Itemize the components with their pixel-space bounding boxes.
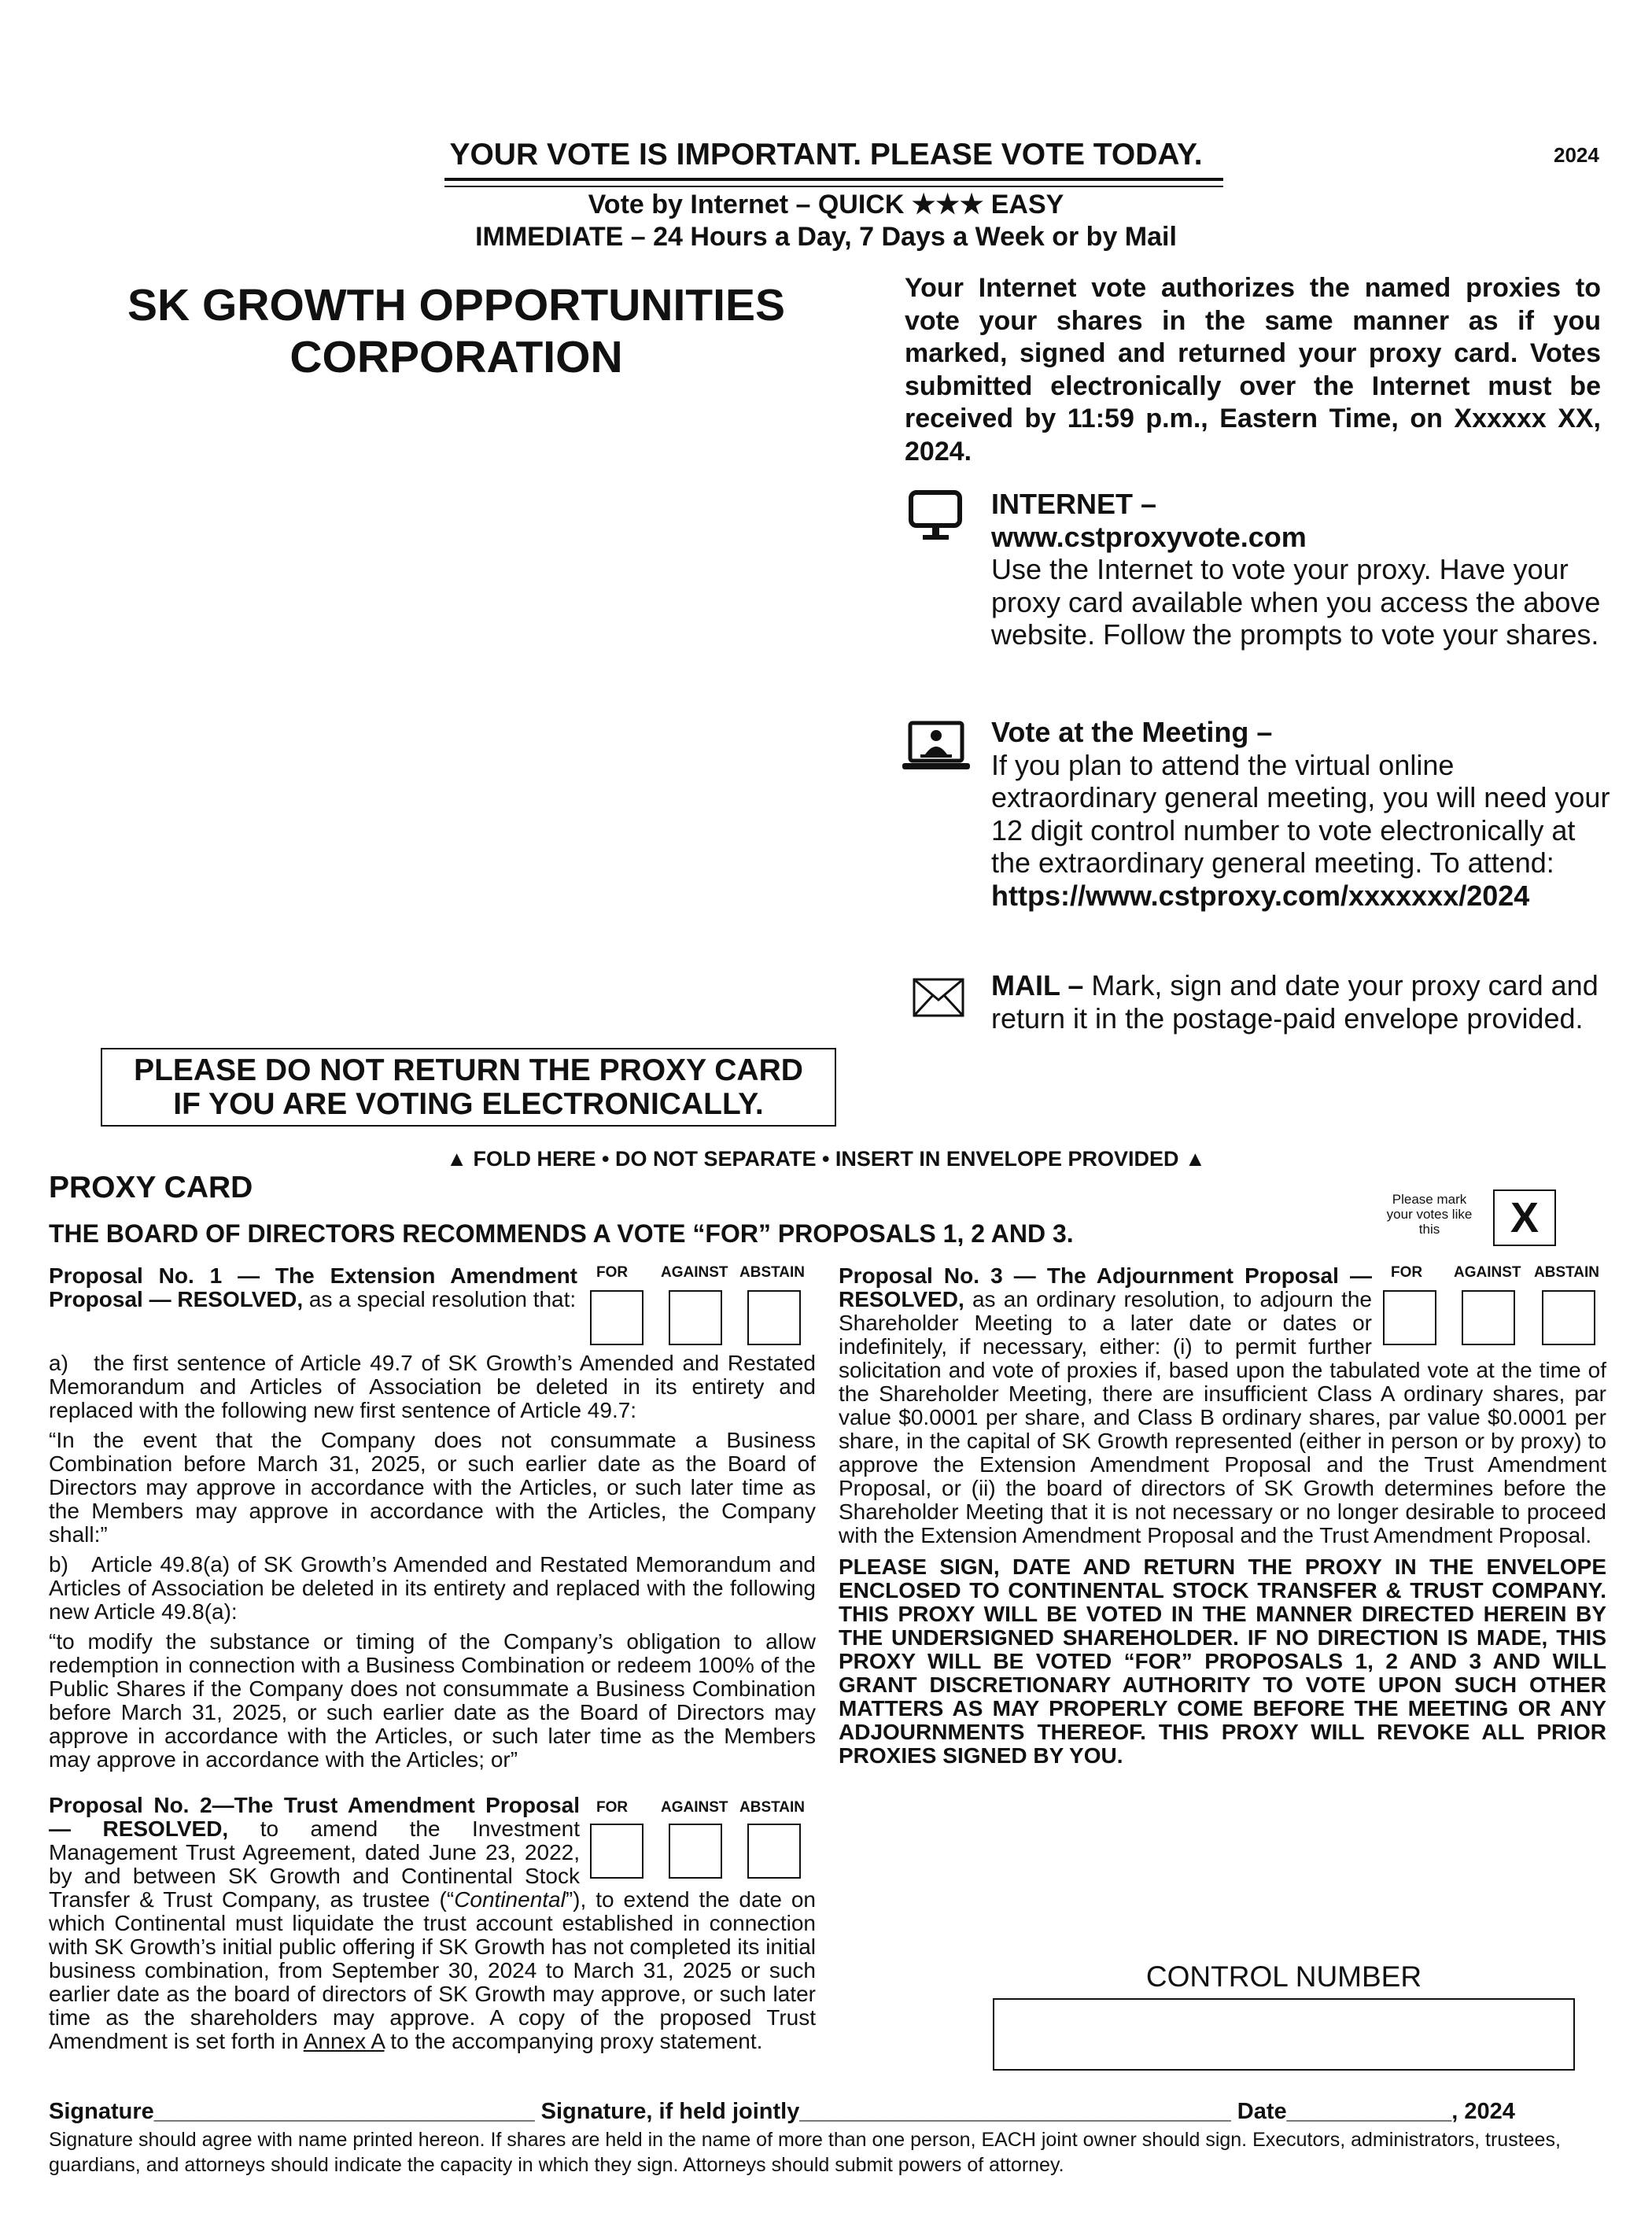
proposal-3-box-spacer	[1372, 1264, 1606, 1355]
company-name-line1: SK GROWTH OPPORTUNITIES	[127, 280, 786, 330]
mark-example-note: Please mark your votes like this	[1386, 1192, 1473, 1237]
proposal-1-header	[49, 1264, 577, 1311]
mark-example-box: X	[1493, 1189, 1556, 1246]
proposal-1-quote-2: “to modify the substance or timing of the Company’s obligation to allow redemption in connection with a Business Combination or redeem 100% of the Public Shares if the Company does not consummate a Business Combination before March 31, 2025, or such earlier date as the Board of Directors may approve in accordance with the Articles, or such later time as the Members may approve in accordance with the Articles; or”	[49, 1629, 816, 1772]
monitor-icon	[909, 489, 964, 544]
internet-vote-authorization: Your Internet vote authorizes the named proxies to vote your shares in the same manner as if you marked, signed and returned your proxy card. Votes submitted electronically over the Internet must be received by 11:59 p.m., Eastern Time, on Xxxxxx XX, 2024.	[905, 273, 1601, 467]
proposal-1-quote-1: “In the event that the Company does not consummate a Business Combination before March 31, 2025, or such earlier date as the Board of Directors may approve in accordance with the Articles, or such later time as the Members may approve in accordance with the Articles, the Company shall:”	[49, 1428, 816, 1547]
company-name	[63, 279, 850, 383]
meeting-title: Vote at the Meeting –	[991, 716, 1273, 748]
board-recommendation: THE BOARD OF DIRECTORS RECOMMENDS A VOTE “FOR” PROPOSALS 1, 2 AND 3.	[49, 1219, 1074, 1248]
proposal-1-body	[49, 1352, 816, 1772]
internet-method	[991, 488, 1613, 651]
proposal-2-annex-link[interactable]: Annex A	[303, 2029, 385, 2053]
vote-availability-line: IMMEDIATE – 24 Hours a Day, 7 Days a Week or by Mail	[475, 222, 1177, 252]
proposal-1-for-checkbox[interactable]	[590, 1290, 643, 1345]
proposal-1-abstain-label: ABSTAIN	[739, 1264, 806, 1281]
proposal-3-abstain-label: ABSTAIN	[1534, 1264, 1600, 1281]
title-rule	[444, 186, 1223, 187]
meeting-url[interactable]: https://www.cstproxy.com/xxxxxxx/2024	[991, 879, 1530, 912]
do-not-return-line1: PLEASE DO NOT RETURN THE PROXY CARD	[134, 1053, 803, 1087]
proposal-1-intro: as a special resolution that:	[303, 1287, 577, 1311]
control-number-label: CONTROL NUMBER	[1145, 1960, 1422, 1993]
proposal-3-against-label: AGAINST	[1454, 1264, 1521, 1281]
proxy-card-title: PROXY CARD	[49, 1171, 253, 1204]
control-number-box	[993, 1998, 1575, 2071]
proposal-3-for-label: FOR	[1391, 1264, 1423, 1281]
proposal-2-body-3: to the accompanying proxy statement.	[384, 2029, 763, 2053]
header-year: 2024	[1554, 143, 1599, 167]
mail-title: MAIL –	[991, 969, 1084, 1001]
meeting-body: If you plan to attend the virtual online extraordinary general meeting, you will need your 12 digit control number to vote electronically at the extraordinary general meeting. To attend:	[991, 748, 1610, 879]
do-not-return-notice	[101, 1048, 836, 1127]
proposal-2-box-spacer	[580, 1794, 816, 1888]
proposal-3	[839, 1264, 1606, 1768]
internet-body: Use the Internet to vote your proxy. Have your proxy card available when you access the above website. Follow the prompts to vote your shares.	[991, 553, 1601, 651]
page-title: YOUR VOTE IS IMPORTANT. PLEASE VOTE TODAY.	[449, 138, 1203, 171]
proposal-2-body-2: ”), to extend the date on which Continental must liquidate the trust account established in connection with SK Growth’s initial public offering if SK Growth has not completed its initial business combination, from September 30, 2024 to March 31, 2025 or such earlier date as the board of directors of SK Growth may approve, or such later time as the shareholders may approve. A copy of the proposed Trust Amendment is set forth in	[49, 1887, 817, 2053]
proposal-3-head: Proposal No. 3 — The Adjournment Proposal — RESOLVED,	[839, 1263, 1372, 1311]
proxy-instructions: PLEASE SIGN, DATE AND RETURN THE PROXY IN THE ENVELOPE ENCLOSED TO CONTINENTAL STOCK TRANSFER & TRUST COMPANY. THIS PROXY WILL BE VOTED IN THE MANNER DIRECTED HEREIN BY THE UNDERSIGNED SHAREHOLDER. IF NO DIRECTION IS MADE, THIS PROXY WILL BE VOTED “FOR” PROPOSALS 1, 2 AND 3 AND WILL GRANT DISCRETIONARY AUTHORITY TO VOTE UPON SUCH OTHER MATTERS AS MAY PROPERLY COME BEFORE THE MEETING OR ANY ADJOURNMENTS THEREOF. THIS PROXY WILL REVOKE ALL PRIOR PROXIES SIGNED BY YOU.	[839, 1555, 1606, 1768]
mail-method	[991, 969, 1613, 1035]
fold-instruction: ▲ FOLD HERE • DO NOT SEPARATE • INSERT IN ENVELOPE PROVIDED ▲	[446, 1147, 1206, 1171]
proposal-2-head: Proposal No. 2—The Trust Amendment Proposal — RESOLVED,	[49, 1793, 580, 1841]
internet-title: INTERNET –	[991, 488, 1157, 520]
vote-by-internet-line: Vote by Internet – QUICK ★★★ EASY	[588, 190, 1064, 219]
signature-line[interactable]: Signature______________________________ Signature, if held jointly__________________________________ Date_____________, 2024	[49, 2099, 1515, 2124]
proposal-1-against-checkbox[interactable]	[669, 1290, 722, 1345]
do-not-return-line2: IF YOU ARE VOTING ELECTRONICALLY.	[173, 1087, 764, 1121]
proposal-2-body-1: to amend the Investment Management Trust Agreement, dated June 23, 2022, by and between SK Growth and Continental Stock Transfer & Trust Company, as trustee (“	[49, 1816, 580, 1912]
proposal-2	[49, 1794, 816, 2053]
proposal-3-body: as an ordinary resolution, to adjourn the Shareholder Meeting to a later date or dates or indefinitely, if necessary, either: (i) to permit further solicitation and vote of proxies if, based upon the tabulated vote at the time of the Shareholder Meeting, there are insufficient Class A ordinary shares, par value $0.0001 per share, and Class B ordinary shares, par value $0.0001 per share, in the capital of SK Growth represented (either in person or by proxy) to approve the Extension Amendment Proposal and the Trust Amendment Proposal, or (ii) the board of directors of SK Growth determines before the Shareholder Meeting that it is not necessary or no longer desirable to proceed with the Extension Amendment Proposal and the Trust Amendment Proposal.	[839, 1287, 1606, 1547]
proposal-2-for-label: FOR	[596, 1799, 629, 1816]
internet-url[interactable]: www.cstproxyvote.com	[991, 520, 1307, 553]
laptop-presenter-icon	[901, 720, 972, 775]
mail-body: Mark, sign and date your proxy card and return it in the postage-paid envelope provided.	[991, 969, 1599, 1035]
proposal-1-head: Proposal No. 1 — The Extension Amendment Proposal — RESOLVED,	[49, 1263, 577, 1311]
proposal-1-against-label: AGAINST	[661, 1264, 728, 1281]
proposal-2-against-label: AGAINST	[661, 1799, 728, 1816]
title-rule	[444, 178, 1223, 181]
proposal-1-abstain-checkbox[interactable]	[747, 1290, 801, 1345]
proposal-1-item-b: b) Article 49.8(a) of SK Growth’s Amended and Restated Memorandum and Articles of Association be deleted in its entirety and replaced with the following new Article 49.8(a):	[49, 1552, 816, 1624]
signature-note: Signature should agree with name printed hereon. If shares are held in the name of more than one person, EACH joint owner should sign. Executors, administrators, trustees, guardians, and attorneys should indicate the capacity in which they sign. Attorneys should submit powers of attorney.	[49, 2129, 1561, 2176]
meeting-method	[991, 716, 1613, 912]
proposal-2-abstain-label: ABSTAIN	[739, 1799, 806, 1816]
company-name-line2: CORPORATION	[289, 332, 623, 382]
proposal-1-item-a: a) the first sentence of Article 49.7 of SK Growth’s Amended and Restated Memorandum and Articles of Association be deleted in its entirety and replaced with the following new first sentence of Article 49.7:	[49, 1351, 816, 1422]
proposal-1-for-label: FOR	[596, 1264, 629, 1281]
proposal-2-continental: Continental	[454, 1887, 566, 1912]
envelope-icon	[913, 978, 964, 1019]
